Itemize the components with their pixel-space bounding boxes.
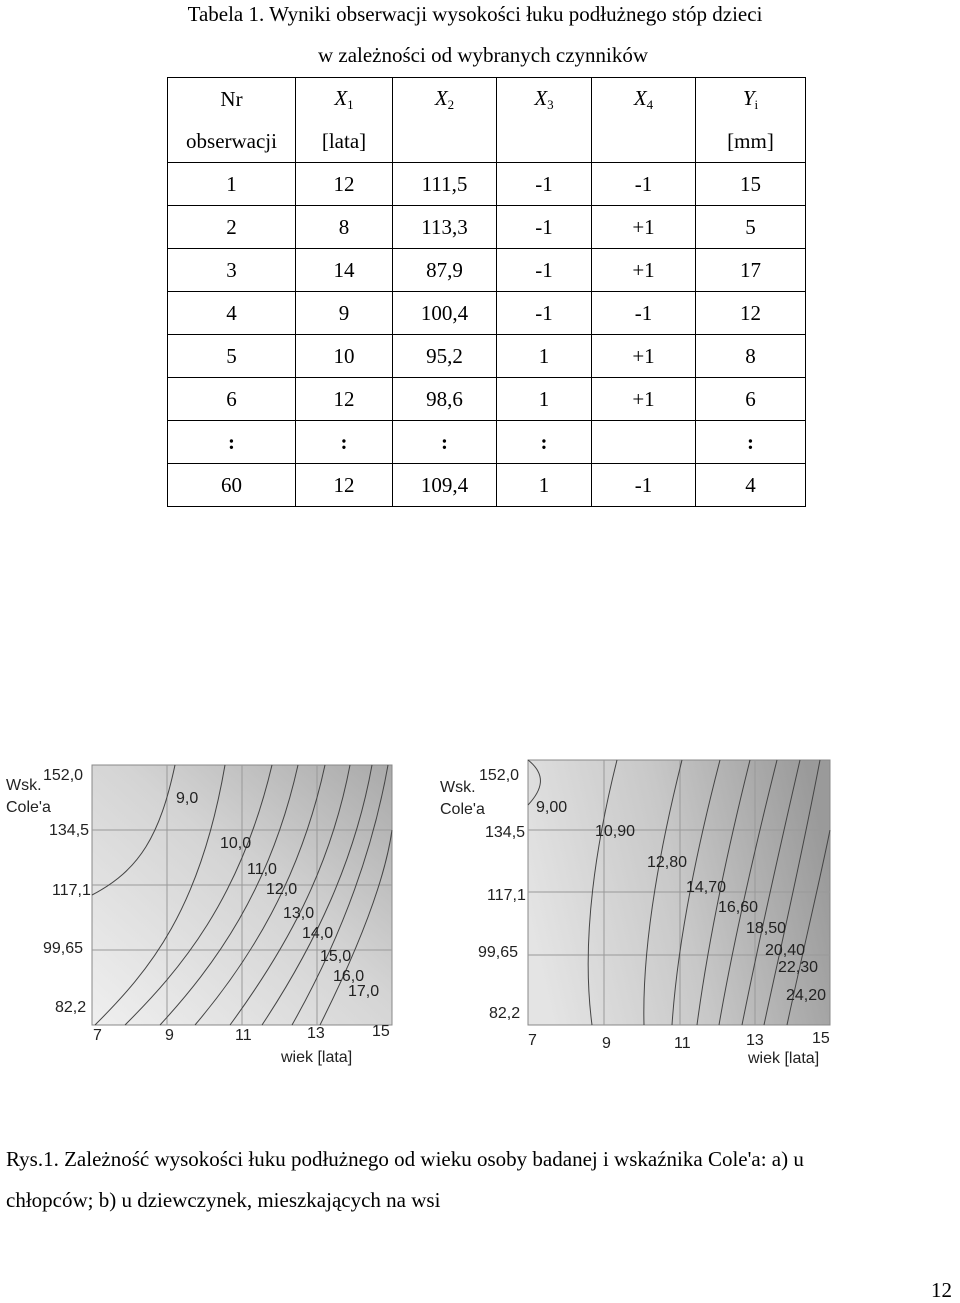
table-cell: 1 xyxy=(497,378,592,421)
table-cell xyxy=(592,421,696,464)
table-cell: -1 xyxy=(497,206,592,249)
header-x1-unit: [lata] xyxy=(296,120,393,163)
header-x4-unit xyxy=(592,120,696,163)
figure-caption-continuation: chłopców; b) u dziewczynek, mieszkających na wsi xyxy=(6,1188,441,1212)
table-cell: 98,6 xyxy=(393,378,497,421)
header-y-unit: [mm] xyxy=(696,120,806,163)
table-cell: 87,9 xyxy=(393,249,497,292)
contour-level-label: 9,0 xyxy=(176,790,199,807)
y-axis-label: Cole'a xyxy=(6,799,51,816)
table-cell: -1 xyxy=(497,292,592,335)
x-ticks-b xyxy=(528,1030,830,1052)
table-cell: 109,4 xyxy=(393,464,497,507)
y-ticks-b xyxy=(478,767,526,1022)
table-cell: -1 xyxy=(592,292,696,335)
table-cell: : xyxy=(168,421,296,464)
table-cell: 60 xyxy=(168,464,296,507)
contour-level-label: 10,90 xyxy=(595,823,636,840)
y-tick-label: 117,1 xyxy=(52,882,91,899)
contour-level-label: 14,0 xyxy=(302,925,334,942)
figure-caption: Rys.1. Zależność wysokości łuku podłużnego od wieku osoby badanej i wskaźnika Cole'a: a) u xyxy=(6,1147,804,1171)
table-cell: 113,3 xyxy=(393,206,497,249)
table-cell: : xyxy=(393,421,497,464)
table-row xyxy=(168,206,806,249)
x-ticks-a xyxy=(93,1023,390,1044)
table-cell: -1 xyxy=(497,163,592,206)
table-cell: 6 xyxy=(168,378,296,421)
table-cell: 12 xyxy=(296,378,393,421)
table-cell: 10 xyxy=(296,335,393,378)
y-axis-label: Cole'a xyxy=(440,801,485,818)
table-cell: 95,2 xyxy=(393,335,497,378)
header-x3 xyxy=(497,78,592,121)
contour-level-label: 11,0 xyxy=(247,861,277,878)
x-axis-label: wiek [lata] xyxy=(281,1049,353,1066)
contour-level-label: 20,40 xyxy=(765,942,806,959)
table-cell: 17 xyxy=(696,249,806,292)
table-row xyxy=(168,249,806,292)
header-x3-subscript: 3 xyxy=(547,96,554,112)
table-cell: 2 xyxy=(168,206,296,249)
header-y-symbol: Y xyxy=(742,85,755,110)
y-tick-label: 82,2 xyxy=(55,999,87,1016)
y-tick-label: 134,5 xyxy=(485,824,526,841)
header-x2-unit xyxy=(393,120,497,163)
contour-level-label: 9,00 xyxy=(536,799,568,816)
contour-level-label: 13,0 xyxy=(283,905,315,922)
table-cell: : xyxy=(696,421,806,464)
y-axis-label: Wsk. xyxy=(6,777,42,794)
table-cell: +1 xyxy=(592,249,696,292)
table-row xyxy=(168,378,806,421)
contour-level-label: 15,0 xyxy=(320,948,352,965)
table-row-ellipsis xyxy=(168,421,806,464)
table-cell: +1 xyxy=(592,206,696,249)
header-x1-subscript: 1 xyxy=(347,96,354,112)
contour-level-label: 16,60 xyxy=(718,899,759,916)
table-cell: -1 xyxy=(592,163,696,206)
header-x4-subscript: 4 xyxy=(646,96,654,112)
table-cell: +1 xyxy=(592,378,696,421)
table-row xyxy=(168,292,806,335)
contour-plot-b xyxy=(432,750,842,1080)
table-cell: 12 xyxy=(296,464,393,507)
header-x3-unit xyxy=(497,120,592,163)
header-y xyxy=(696,78,806,121)
header-x3-symbol: X xyxy=(534,85,548,110)
contour-level-label: 18,50 xyxy=(746,920,787,937)
observations-table xyxy=(167,77,806,507)
contour-level-label: 24,20 xyxy=(786,987,827,1004)
table-cell: 5 xyxy=(696,206,806,249)
table-cell: 1 xyxy=(168,163,296,206)
header-nr: Nr xyxy=(168,78,296,121)
table-cell: 3 xyxy=(168,249,296,292)
header-x1-symbol: X xyxy=(334,85,348,110)
x-tick-label: 13 xyxy=(746,1032,764,1049)
x-tick-label: 9 xyxy=(602,1035,611,1052)
table-cell: -1 xyxy=(592,464,696,507)
table-cell: 12 xyxy=(696,292,806,335)
x-tick-label: 7 xyxy=(528,1032,537,1049)
table-cell: +1 xyxy=(592,335,696,378)
table-cell: -1 xyxy=(497,249,592,292)
contour-plot-a xyxy=(0,750,400,1080)
header-x1 xyxy=(296,78,393,121)
table-cell: 5 xyxy=(168,335,296,378)
y-tick-label: 99,65 xyxy=(478,944,519,961)
header-x2 xyxy=(393,78,497,121)
table-row xyxy=(168,163,806,206)
table-cell: 9 xyxy=(296,292,393,335)
contour-level-label: 14,70 xyxy=(686,879,727,896)
header-x4 xyxy=(592,78,696,121)
header-obserwacji: obserwacji xyxy=(168,120,296,163)
contour-level-label: 22,30 xyxy=(778,959,819,976)
table-cell: 100,4 xyxy=(393,292,497,335)
table-cell: : xyxy=(296,421,393,464)
y-tick-label: 82,2 xyxy=(489,1005,521,1022)
table-title-continuation: w zależności od wybranych czynników xyxy=(317,43,649,67)
y-tick-label: 117,1 xyxy=(487,887,526,904)
x-axis-label: wiek [lata] xyxy=(748,1050,820,1067)
y-tick-label: 152,0 xyxy=(43,767,84,784)
contour-level-label: 12,0 xyxy=(266,881,298,898)
table-cell: 12 xyxy=(296,163,393,206)
y-tick-label: 134,5 xyxy=(49,822,90,839)
table-cell: : xyxy=(497,421,592,464)
table-header-row xyxy=(168,78,806,121)
header-x2-subscript: 2 xyxy=(447,96,455,112)
y-tick-label: 152,0 xyxy=(479,767,520,784)
page-number: 12 xyxy=(931,1278,952,1302)
header-x4-symbol: X xyxy=(633,85,647,110)
table-cell: 14 xyxy=(296,249,393,292)
table-cell: 8 xyxy=(296,206,393,249)
table-cell: 4 xyxy=(696,464,806,507)
table-header-units-row xyxy=(168,120,806,163)
x-tick-label: 7 xyxy=(93,1027,102,1044)
x-tick-label: 15 xyxy=(812,1030,830,1047)
header-x2-symbol: X xyxy=(434,85,448,110)
x-tick-label: 15 xyxy=(372,1023,390,1040)
table-cell: 4 xyxy=(168,292,296,335)
table-cell: 111,5 xyxy=(393,163,497,206)
y-tick-label: 99,65 xyxy=(43,940,84,957)
table-cell: 1 xyxy=(497,335,592,378)
table-row xyxy=(168,335,806,378)
contour-level-label: 16,0 xyxy=(333,968,365,985)
y-axis-label: Wsk. xyxy=(440,779,476,796)
x-tick-label: 13 xyxy=(307,1025,325,1042)
table-row xyxy=(168,464,806,507)
contour-level-label: 17,0 xyxy=(348,983,380,1000)
x-tick-label: 9 xyxy=(165,1027,174,1044)
contour-level-label: 12,80 xyxy=(647,854,688,871)
table-cell: 15 xyxy=(696,163,806,206)
contour-level-label: 10,0 xyxy=(220,835,252,852)
table-cell: 6 xyxy=(696,378,806,421)
header-y-subscript: i xyxy=(754,96,759,112)
x-tick-label: 11 xyxy=(674,1035,691,1052)
table-cell: 1 xyxy=(497,464,592,507)
table-title: Tabela 1. Wyniki obserwacji wysokości łuku podłużnego stóp dzieci xyxy=(187,2,763,26)
x-tick-label: 11 xyxy=(235,1027,252,1044)
table-cell: 8 xyxy=(696,335,806,378)
